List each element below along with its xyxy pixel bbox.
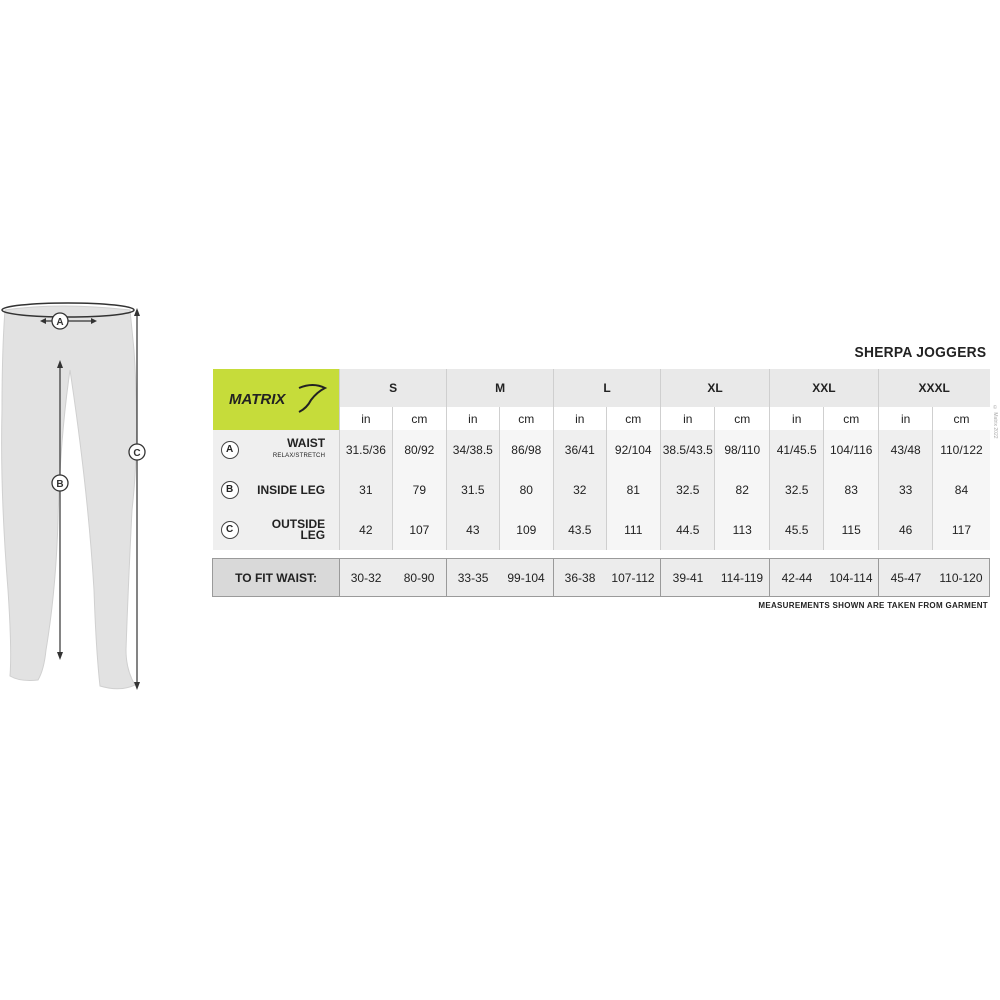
table-cell: 104/116 bbox=[824, 430, 878, 470]
table-cell: 45.5 bbox=[769, 510, 823, 550]
unit-in: in bbox=[447, 407, 499, 430]
size-header-s: S bbox=[340, 369, 447, 407]
table-cell: 107-112 bbox=[606, 559, 660, 597]
table-cell: 42 bbox=[340, 510, 392, 550]
unit-in: in bbox=[769, 407, 823, 430]
trousers-diagram bbox=[0, 290, 170, 710]
table-cell: 110/122 bbox=[933, 430, 990, 470]
table-cell: 42-44 bbox=[769, 559, 823, 597]
unit-in: in bbox=[340, 407, 392, 430]
table-cell: 32.5 bbox=[769, 470, 823, 510]
size-header-xxxl: XXXL bbox=[878, 369, 989, 407]
unit-cm: cm bbox=[933, 407, 990, 430]
table-cell: 99-104 bbox=[499, 559, 553, 597]
table-cell: 80 bbox=[499, 470, 553, 510]
unit-cm: cm bbox=[824, 407, 878, 430]
table-cell: 110-120 bbox=[933, 559, 990, 597]
table-cell: 44.5 bbox=[661, 510, 715, 550]
table-cell: 83 bbox=[824, 470, 878, 510]
table-cell: 36/41 bbox=[554, 430, 606, 470]
table-cell: 39-41 bbox=[661, 559, 715, 597]
svg-text:MATRIX: MATRIX bbox=[228, 391, 286, 408]
table-cell: 30-32 bbox=[340, 559, 392, 597]
row-label-waist: WAIST bbox=[287, 436, 326, 450]
table-cell: 31 bbox=[340, 470, 392, 510]
unit-in: in bbox=[554, 407, 606, 430]
table-cell: 111 bbox=[606, 510, 660, 550]
table-cell: 45-47 bbox=[878, 559, 932, 597]
row-sublabel-waist: RELAX/STRETCH bbox=[272, 453, 326, 459]
table-cell: 43/48 bbox=[878, 430, 932, 470]
table-cell: 104-114 bbox=[824, 559, 878, 597]
copyright-text: © Matrix 2022 bbox=[992, 405, 998, 439]
unit-in: in bbox=[661, 407, 715, 430]
table-cell: 31.5/36 bbox=[340, 430, 392, 470]
marker-a bbox=[52, 313, 68, 329]
table-cell: 34/38.5 bbox=[447, 430, 499, 470]
footnote: MEASUREMENTS SHOWN ARE TAKEN FROM GARMENT bbox=[758, 601, 988, 610]
table-cell: 82 bbox=[715, 470, 769, 510]
marker-badge-a: A bbox=[221, 441, 239, 459]
marker-b bbox=[52, 475, 68, 491]
unit-cm: cm bbox=[606, 407, 660, 430]
svg-text:B: B bbox=[56, 479, 64, 490]
table-cell: 46 bbox=[878, 510, 932, 550]
unit-cm: cm bbox=[715, 407, 769, 430]
table-cell: 32.5 bbox=[661, 470, 715, 510]
measurement-row-waist bbox=[213, 430, 990, 470]
svg-text:C: C bbox=[133, 448, 141, 459]
size-header-m: M bbox=[447, 369, 554, 407]
table-cell: 80/92 bbox=[392, 430, 447, 470]
to-fit-waist-row bbox=[213, 559, 990, 597]
measurement-row-inside-leg bbox=[213, 470, 990, 510]
unit-in: in bbox=[878, 407, 932, 430]
table-cell: 43 bbox=[447, 510, 499, 550]
table-cell: 36-38 bbox=[554, 559, 606, 597]
unit-cm: cm bbox=[392, 407, 447, 430]
table-cell: 31.5 bbox=[447, 470, 499, 510]
table-cell: 84 bbox=[933, 470, 990, 510]
table-cell: 107 bbox=[392, 510, 447, 550]
table-cell: 81 bbox=[606, 470, 660, 510]
brand-logo bbox=[213, 369, 340, 430]
table-cell: 41/45.5 bbox=[769, 430, 823, 470]
chart-title: SHERPA JOGGERS bbox=[854, 344, 986, 361]
matrix-logo bbox=[221, 378, 331, 418]
table-cell: 115 bbox=[824, 510, 878, 550]
table-cell: 43.5 bbox=[554, 510, 606, 550]
marker-badge-b: B bbox=[221, 481, 239, 499]
table-cell: 109 bbox=[499, 510, 553, 550]
table-cell: 114-119 bbox=[715, 559, 769, 597]
row-label-outside-leg: OUTSIDE LEG bbox=[271, 517, 326, 542]
table-cell: 38.5/43.5 bbox=[661, 430, 715, 470]
table-cell: 98/110 bbox=[715, 430, 769, 470]
size-header-row bbox=[213, 369, 990, 407]
table-cell: 86/98 bbox=[499, 430, 553, 470]
measurement-row-outside-leg bbox=[213, 510, 990, 550]
table-cell: 33 bbox=[878, 470, 932, 510]
table-cell: 79 bbox=[392, 470, 447, 510]
fit-label: TO FIT WAIST: bbox=[213, 559, 340, 597]
unit-cm: cm bbox=[499, 407, 553, 430]
size-chart-table bbox=[212, 369, 990, 597]
table-cell: 92/104 bbox=[606, 430, 660, 470]
trousers-silhouette bbox=[2, 306, 137, 689]
size-header-xxl: XXL bbox=[769, 369, 878, 407]
svg-text:A: A bbox=[56, 317, 64, 328]
table-cell: 113 bbox=[715, 510, 769, 550]
table-cell: 80-90 bbox=[392, 559, 447, 597]
size-header-l: L bbox=[554, 369, 661, 407]
marker-badge-c: C bbox=[221, 521, 239, 539]
size-header-xl: XL bbox=[661, 369, 770, 407]
table-cell: 32 bbox=[554, 470, 606, 510]
marker-c bbox=[129, 444, 145, 460]
row-label-inside-leg: INSIDE LEG bbox=[257, 482, 326, 497]
table-cell: 33-35 bbox=[447, 559, 499, 597]
table-cell: 117 bbox=[933, 510, 990, 550]
